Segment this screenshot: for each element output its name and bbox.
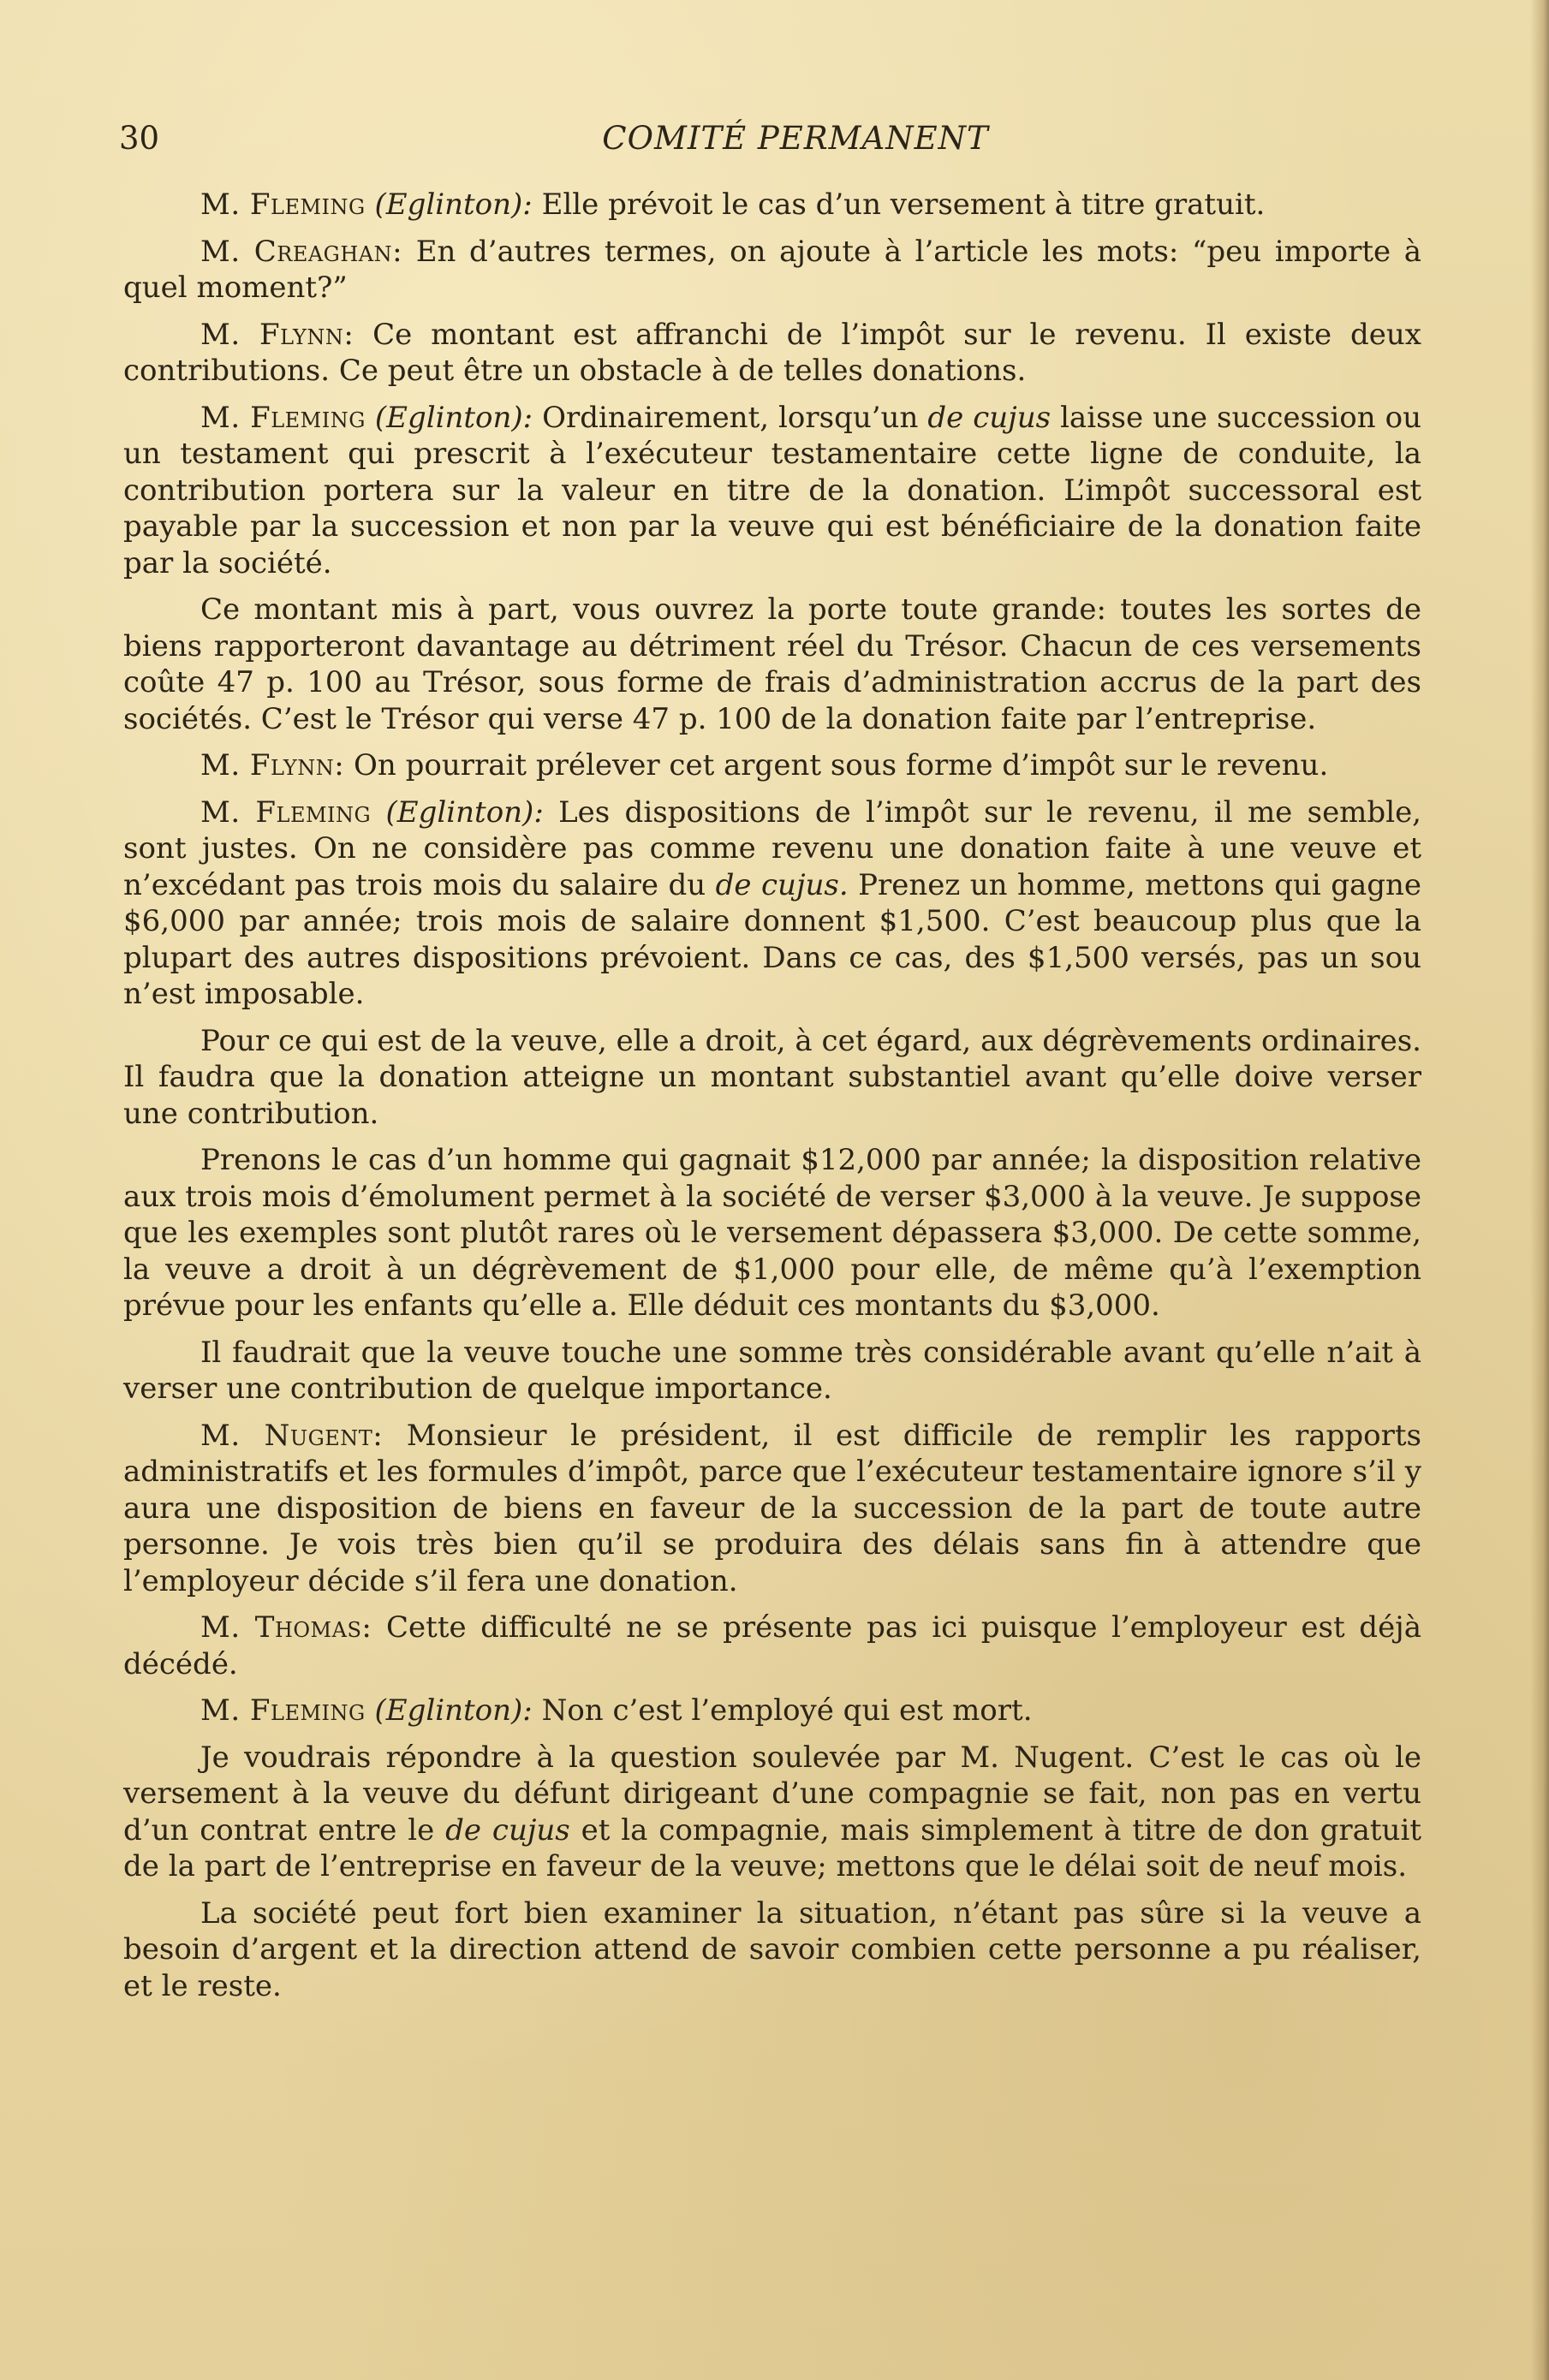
speaker-name: M. Fleming [200, 187, 366, 222]
paragraph-text: Les dispositions de l’impôt sur le revenu, il me semble, sont justes. On ne considère pas comme revenu une donation faite à une veuve et n’excédant pas trois mois du salaire du [123, 794, 1421, 902]
paragraph-text: Prenez un homme, mettons qui gagne $6,000 par année; trois mois de salaire donnent $1,500. C’est beaucoup plus que la plupart des autres dispositions prévoient. Dans ce cas, des $1,500 versés, pas un sou n’est imposable. [123, 867, 1422, 1011]
paragraph [123, 1418, 1421, 1600]
body-text [123, 187, 1421, 2014]
speaker-name: M. Flynn: [200, 317, 354, 352]
speaker-riding: (Eglinton): [374, 400, 533, 435]
running-head [119, 113, 1421, 164]
paragraph [123, 1335, 1421, 1407]
speaker-riding: (Eglinton): [385, 794, 544, 830]
paragraph [123, 794, 1421, 1013]
paragraph-text: Il faudrait que la veuve touche une somme très considérable avant qu’elle n’ait à verser une contribution de quelque importance. [123, 1335, 1421, 1406]
latin-term: de cujus. [715, 867, 849, 902]
paragraph-text: Monsieur le président, il est difficile de remplir les rapports administratifs et les formules d’impôt, parce que l’exécuteur testamentaire ignore s’il y aura une disposition de biens en faveur de la succession de la part de toute autre personne. Je vois très bien qu’il se produira des délais sans fin à attendre que l’employeur décide s’il fera une donation. [123, 1418, 1421, 1598]
paragraph-text: Ce montant mis à part, vous ouvrez la porte toute grande: toutes les sortes de biens rapporteront davantage au détriment réel du Trésor. Chacun de ces versements coûte 47 p. 100 au Trésor, sous forme de frais d’administration accrus de la part des sociétés. C’est le Trésor qui verse 47 p. 100 de la donation faite par l’entreprise. [123, 592, 1421, 736]
speaker-riding: (Eglinton): [374, 187, 533, 222]
latin-term: de cujus [445, 1812, 570, 1847]
paragraph-text: laisse une succession ou un testament qui prescrit à l’exécuteur testamentaire cette ligne de conduite, la contribution portera sur la valeur en titre de la donation. L’impôt successoral est payable par la succession et non par la veuve qui est bénéficiaire de la donation faite par la société. [123, 400, 1422, 580]
paragraph [123, 1740, 1421, 1885]
paragraph-text: Elle prévoit le cas d’un versement à titre gratuit. [541, 187, 1266, 222]
paragraph-text: Cette difficulté ne se présente pas ici puisque l’employeur est déjà décédé. [123, 1610, 1421, 1681]
speaker-name: M. Creaghan: [200, 234, 403, 269]
speaker-name: M. Fleming [200, 794, 372, 830]
paragraph-text: En d’autres termes, on ajoute à l’article les mots: “peu importe à quel moment?” [123, 234, 1422, 305]
speaker-name: M. Fleming [200, 1693, 366, 1728]
paragraph [123, 400, 1421, 582]
paragraph [123, 187, 1421, 223]
speaker-name: M. Fleming [200, 400, 366, 435]
paragraph [123, 234, 1421, 306]
paragraph-text: Pour ce qui est de la veuve, elle a droit, à cet égard, aux dégrèvements ordinaires. Il faudra que la donation atteigne un montant substantiel avant qu’elle doive verser une contribution. [123, 1023, 1421, 1131]
paragraph-text: Prenons le cas d’un homme qui gagnait $12,000 par année; la disposition relative aux trois mois d’émolument permet à la société de verser $3,000 à la veuve. Je suppose que les exemples sont plutôt rares où le versement dépassera $3,000. De cette somme, la veuve a droit à un dégrèvement de $1,000 pour elle, de même qu’à l’exemption prévue pour les enfants qu’elle a. Elle déduit ces montants du $3,000. [123, 1143, 1421, 1323]
paragraph-text: La société peut fort bien examiner la situation, n’étant pas sûre si la veuve a besoin d’argent et la direction attend de savoir combien cette personne a pu réaliser, et le reste. [123, 1895, 1421, 2003]
speaker-riding: (Eglinton): [374, 1693, 533, 1728]
paragraph-text: et la compagnie, mais simplement à titre de don gratuit de la part de l’entreprise en faveur de la veuve; mettons que le délai soit de neuf mois. [123, 1812, 1421, 1883]
paragraph [123, 1142, 1421, 1324]
paragraph-text: Ordinairement, lorsqu’un [542, 400, 919, 435]
paragraph [123, 1895, 1421, 2005]
paragraph-text: Je voudrais répondre à la question soulevée par M. Nugent. C’est le cas où le versement à la veuve du défunt dirigeant d’une compagnie se fait, non pas en vertu d’un contrat entre le [123, 1740, 1421, 1847]
paragraph [123, 592, 1421, 737]
paragraph-text: Ce montant est affranchi de l’impôt sur le revenu. Il existe deux contributions. Ce peut être un obstacle à de telles donations. [123, 317, 1421, 388]
speaker-name: M. Flynn: [200, 748, 345, 782]
paragraph [123, 1023, 1421, 1133]
speaker-name: M. Thomas: [200, 1610, 372, 1645]
paragraph [123, 1693, 1421, 1729]
running-title: COMITÉ PERMANENT [602, 120, 989, 157]
paragraph [123, 747, 1421, 784]
paragraph-text: Non c’est l’employé qui est mort. [541, 1693, 1033, 1728]
page-edge-shadow [1530, 0, 1549, 2380]
paragraph [123, 1609, 1421, 1682]
paragraph-text: On pourrait prélever cet argent sous forme d’impôt sur le revenu. [354, 748, 1329, 782]
paragraph [123, 317, 1421, 390]
latin-term: de cujus [927, 400, 1052, 435]
page-number: 30 [119, 120, 160, 157]
speaker-name: M. Nugent: [200, 1418, 384, 1453]
